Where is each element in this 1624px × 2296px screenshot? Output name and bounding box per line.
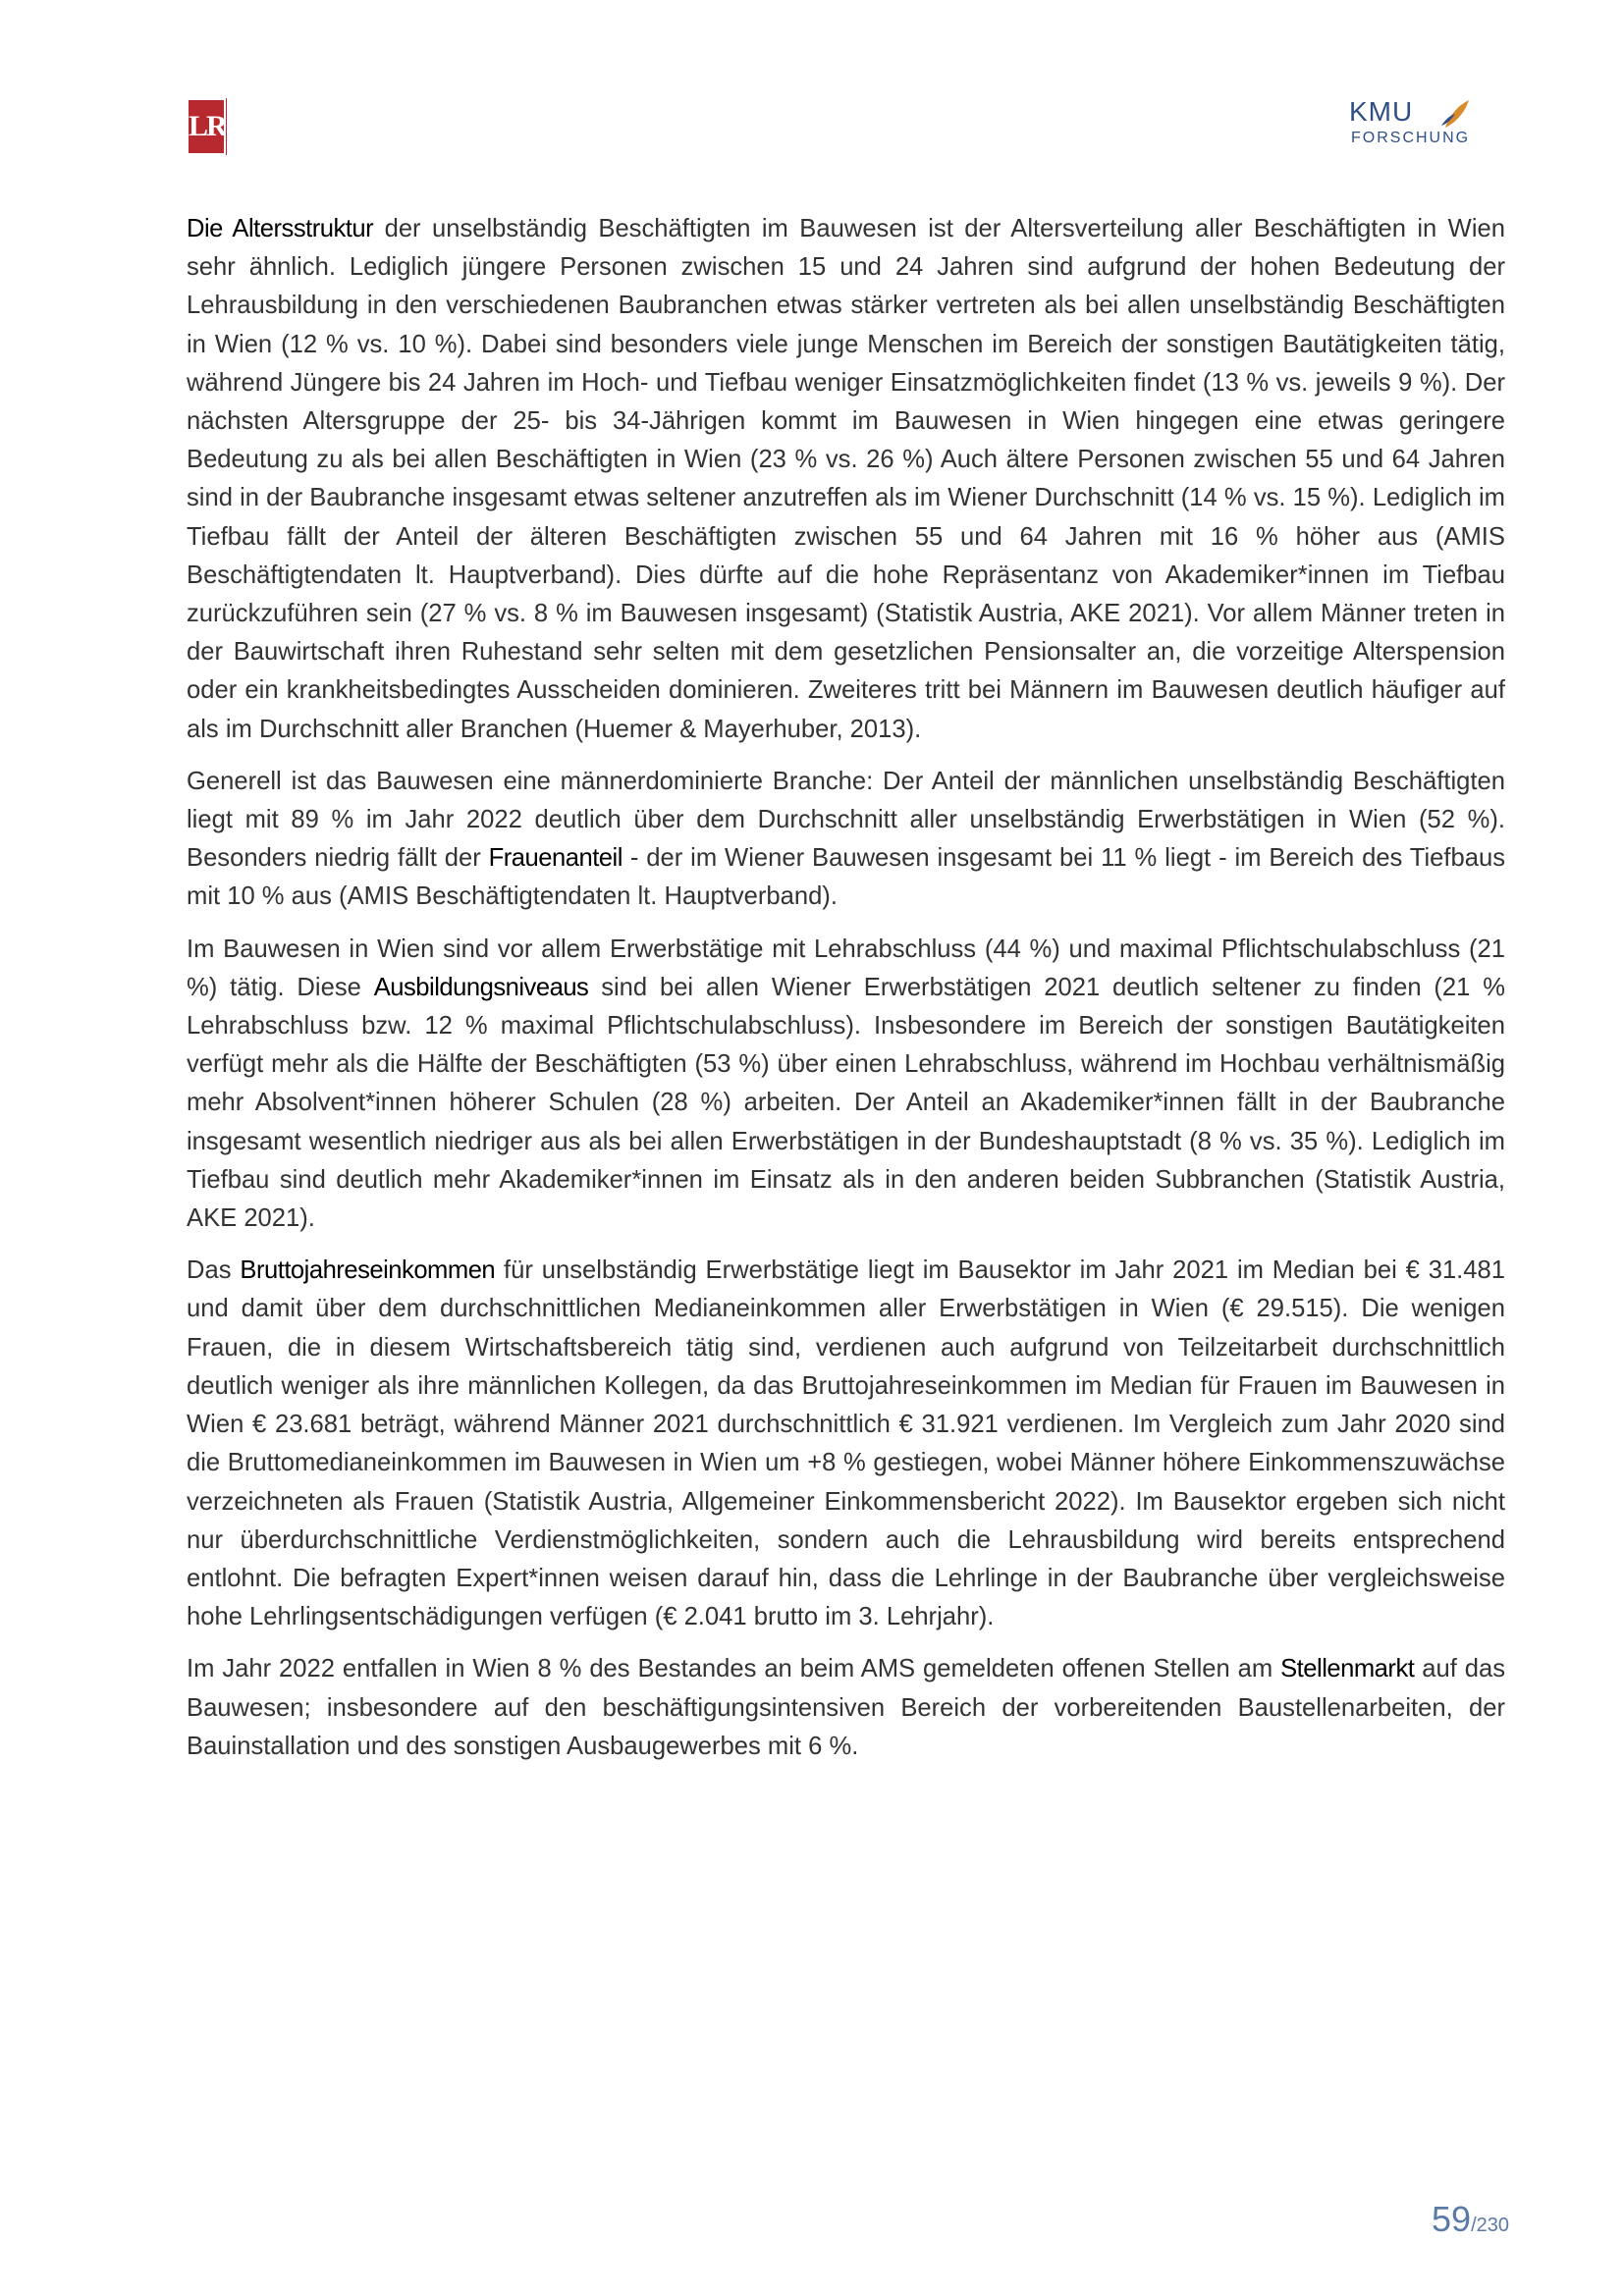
paragraph-text: auf das Bauwesen; insbesondere auf den beschäftigungsintensiven Bereich der vorbereitenden Baustellenarbeiten, der Bauinstallation und des sonstigen Ausbaugewerbes mit 6 %. (187, 1655, 1505, 1760)
lr-logo-mark: LR (187, 98, 226, 155)
paragraph-stellenmarkt (187, 1650, 1505, 1766)
lr-logo (187, 98, 238, 155)
paragraph-ausbildungsniveaus (187, 931, 1505, 1239)
page-header (0, 0, 1624, 196)
term-bruttojahreseinkommen: Bruttojahreseinkommen (240, 1256, 496, 1285)
lr-logo-side (226, 98, 238, 155)
kmu-forschung-logo (1349, 96, 1477, 155)
paragraph-text: Generell ist das Bauwesen eine männerdominierte Branche: Der Anteil der männlichen unselbständig Beschäftigten liegt mit 89 % im Jahr 2022 deutlich über dem Durchschnitt aller unselbständig Erwerbstätigen in Wien (52 %). Besonders niedrig fällt der (187, 767, 1505, 873)
paragraph-text: - der im Wiener Bauwesen insgesamt bei 11 % liegt - im Bereich des Tiefbaus mit 10 % aus (AMIS Beschäftigtendaten lt. Hauptverband). (187, 844, 1506, 911)
paragraph-text: Das (187, 1256, 241, 1285)
term-stellenmarkt: Stellenmarkt (1280, 1655, 1415, 1683)
kmu-logo-bottom: FORSCHUNG (1351, 130, 1471, 146)
paragraph-text: für unselbständig Erwerbstätige liegt im Bausektor im Jahr 2021 im Median bei € 31.481 und damit über dem durchschnittlichen Medianeinkommen aller Erwerbstätigen in Wien (€ 29.515). Die wenigen Frauen, die in diesem Wirtschaftsbereich tätig sind, verdienen auch aufgrund von Teilzeitarbeit durchschnittlich deutlich weniger als ihre männlichen Kollegen, da das Bruttojahreseinkommen im Median für Frauen im Bauwesen in Wien € 23.681 beträgt, während Männer 2021 durchschnittlich € 31.921 verdienen. Im Vergleich zum Jahr 2020 sind die Bruttomedianeinkommen im Bauwesen in Wien um +8 % gestiegen, wobei Männer höhere Einkommenszuwächse verzeichneten als Frauen (Statistik Austria, Allgemeiner Einkommensbericht 2022). Im Bausektor ergeben sich nicht nur überdurchschnittliche Verdienstmöglichkeiten, sondern auch die Lehrausbildung wird bereits entsprechend entlohnt. Die befragten Expert*innen weisen darauf hin, dass die Lehrlinge in der Baubranche über vergleichsweise hohe Lehrlingsentschädigungen verfügen (€ 2.041 brutto im 3. Lehrjahr). (187, 1256, 1505, 1631)
page-number-total: /230 (1471, 2215, 1509, 2236)
paragraph-altersstruktur (187, 210, 1505, 749)
paragraph-text: Im Jahr 2022 entfallen in Wien 8 % des Bestandes an beim AMS gemeldeten offenen Stellen am (187, 1655, 1281, 1683)
paragraph-text: der unselbständig Beschäftigten im Bauwesen ist der Altersverteilung aller Beschäftigten in Wien sehr ähnlich. Lediglich jüngere Personen zwischen 15 und 24 Jahren sind aufgrund der hohen Bedeutung der Lehrausbildung in den verschiedenen Baubranchen etwas stärker vertreten als bei allen unselbständig Beschäftigten in Wien (12 % vs. 10 %). Dabei sind besonders viele junge Menschen im Bereich der sonstigen Bautätigkeiten tätig, während Jüngere bis 24 Jahren im Hoch- und Tiefbau weniger Einsatzmöglichkeiten findet (13 % vs. jeweils 9 %). Der nächsten Altersgruppe der 25- bis 34-Jährigen kommt im Bauwesen in Wien hingegen eine etwas geringere Bedeutung zu als bei allen Beschäftigten in Wien (23 % vs. 26 %) Auch ältere Personen zwischen 55 und 64 Jahren sind in der Baubranche insgesamt etwas seltener anzutreffen als im Wiener Durchschnitt (14 % vs. 15 %). Lediglich im Tiefbau fällt der Anteil der älteren Beschäftigten zwischen 55 und 64 Jahren mit 16 % höher aus (AMIS Beschäftigtendaten lt. Hauptverband). Dies dürfte auf die hohe Repräsentanz von Akademiker*innen im Tiefbau zurückzuführen sein (27 % vs. 8 % im Bauwesen insgesamt) (Statistik Austria, AKE 2021). Vor allem Männer treten in der Bauwirtschaft ihren Ruhestand sehr selten mit dem gesetzlichen Pensionsalter an, die vorzeitige Alterspension oder ein krankheitsbedingtes Ausscheiden dominieren. Zweiteres tritt bei Männern im Bauwesen deutlich häufiger auf als im Durchschnitt aller Branchen (Huemer & Mayerhuber, 2013). (187, 215, 1505, 743)
term-ausbildungsniveaus: Ausbildungsniveaus (373, 973, 589, 1001)
paragraph-bruttojahreseinkommen (187, 1252, 1505, 1636)
paragraph-text: sind bei allen Wiener Erwerbstätigen 2021 deutlich seltener zu finden (21 % Lehrabschluss bzw. 12 % maximal Pflichtschulabschluss). Insbesondere im Bereich der sonstigen Bautätigkeiten verfügt mehr als die Hälfte der Beschäftigten (53 %) über einen Lehrabschluss, während im Hochbau verhältnismäßig mehr Absolvent*innen höherer Schulen (28 %) arbeiten. Der Anteil an Akademiker*innen fällt in der Baubranche insgesamt wesentlich niedriger aus als bei allen Erwerbstätigen in der Bundeshauptstadt (8 % vs. 35 %). Lediglich im Tiefbau sind deutlich mehr Akademiker*innen im Einsatz als in den anderen beiden Subbranchen (Statistik Austria, AKE 2021). (187, 973, 1505, 1233)
body-text (187, 210, 1505, 1780)
term-altersstruktur: Die Altersstruktur (187, 215, 374, 242)
leaf-icon (1439, 98, 1473, 130)
term-frauenanteil: Frauenanteil (488, 844, 623, 873)
paragraph-frauenanteil (187, 763, 1505, 917)
page-number (1432, 2199, 1509, 2240)
paragraph-text: Im Bauwesen in Wien sind vor allem Erwerbstätige mit Lehrabschluss (44 %) und maximal Pflichtschulabschluss (21 %) tätig. Diese (187, 934, 1505, 1001)
kmu-logo-top: KMU (1349, 96, 1414, 127)
page-number-current: 59 (1432, 2199, 1472, 2239)
